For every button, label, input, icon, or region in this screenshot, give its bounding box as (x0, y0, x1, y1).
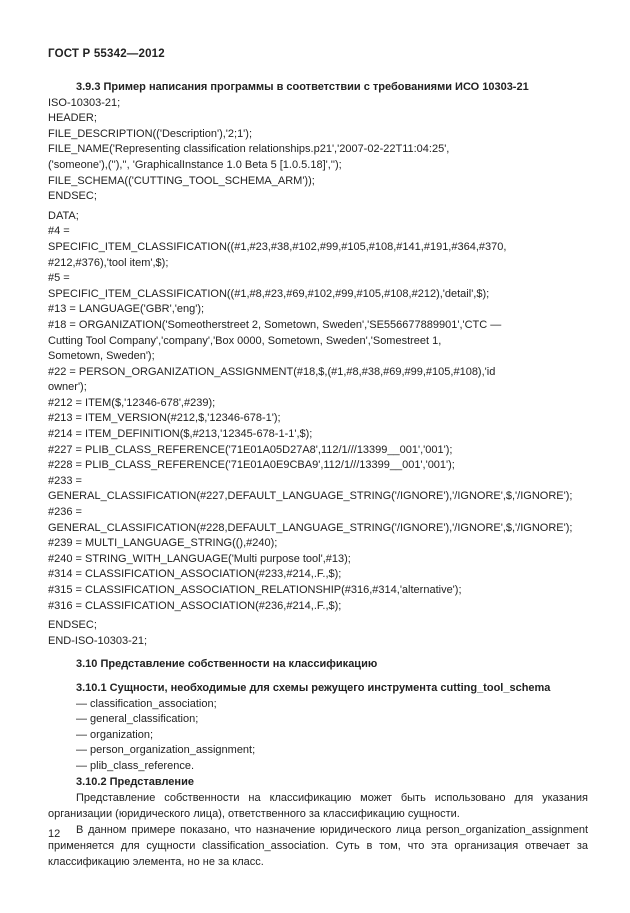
code-line: SPECIFIC_ITEM_CLASSIFICATION((#1,#8,#23,#69,#102,#99,#105,#108,#212),'detail',$); (48, 287, 490, 300)
list-item: — person_organization_assignment; (76, 744, 256, 757)
code-line: #314 = CLASSIFICATION_ASSOCIATION(#233,#214,.F.,$); (48, 568, 342, 581)
code-line: #18 = ORGANIZATION('Someotherstreet 2, Sometown, Sweden','SE556677889901','CTC — (48, 318, 502, 331)
iso-header-block (48, 96, 588, 205)
code-line: #5 = (48, 272, 70, 285)
code-line: ('someone'),(''),'', 'GraphicalInstance 1.0 Beta 5 [1.0.5.18]',''); (48, 158, 342, 171)
code-line: END-ISO-10303-21; (48, 634, 148, 647)
code-line: GENERAL_CLASSIFICATION(#228,DEFAULT_LANGUAGE_STRING('/IGNORE'),'/IGNORE',$,'/IGNORE'); (48, 521, 573, 534)
code-line: FILE_SCHEMA(('CUTTING_TOOL_SCHEMA_ARM')); (48, 174, 315, 187)
code-line: #214 = ITEM_DEFINITION($,#213,'12345-678-1-1',$); (48, 428, 313, 441)
code-line: #227 = PLIB_CLASS_REFERENCE('71E01A05D27A8',112/1///13399__001','001'); (48, 443, 453, 456)
code-line: #240 = STRING_WITH_LANGUAGE('Multi purpose tool',#13); (48, 552, 351, 565)
document-id-header: ГОСТ Р 55342—2012 (48, 48, 165, 60)
section-393-title: 3.9.3 Пример написания программы в соответствии с требованиями ИСО 10303-21 (76, 81, 529, 93)
code-line: HEADER; (48, 112, 97, 125)
code-line: #233 = (48, 474, 82, 487)
section-3102-title: 3.10.2 Представление (76, 775, 194, 788)
code-line: ENDSEC; (48, 190, 97, 203)
code-line: #4 = (48, 225, 70, 238)
code-line: Sometown, Sweden'); (48, 350, 155, 363)
list-item: — organization; (76, 728, 154, 741)
code-line: #316 = CLASSIFICATION_ASSOCIATION(#236,#214,.F.,$); (48, 599, 342, 612)
section-3101-title: 3.10.1 Сущности, необходимые для схемы режущего инструмента cutting_tool_schema (76, 681, 551, 694)
code-line: #13 = LANGUAGE('GBR','eng'); (48, 303, 205, 316)
code-line: SPECIFIC_ITEM_CLASSIFICATION((#1,#23,#38,#102,#99,#105,#108,#141,#191,#364,#370, (48, 240, 507, 253)
code-line: ISO-10303-21; (48, 96, 121, 109)
entity-list (48, 697, 588, 775)
code-line: #228 = PLIB_CLASS_REFERENCE('71E01A0E9CBA9',112/1///13399__001','001'); (48, 459, 455, 472)
page-number: 12 (48, 828, 61, 840)
list-item: — general_classification; (76, 713, 199, 726)
code-line: #22 = PERSON_ORGANIZATION_ASSIGNMENT(#18,$,(#1,#8,#38,#69,#99,#105,#108),'id (48, 365, 496, 378)
list-item: — classification_association; (76, 697, 217, 710)
list-item: — plib_class_reference. (76, 759, 195, 772)
code-line: owner'); (48, 381, 87, 394)
page-content (48, 80, 588, 870)
code-line: FILE_NAME('Representing classification relationships.p21','2007-02-22T11:04:25', (48, 143, 450, 156)
code-line: GENERAL_CLASSIFICATION(#227,DEFAULT_LANGUAGE_STRING('/IGNORE'),'/IGNORE',$,'/IGNORE'); (48, 490, 573, 503)
code-line: #213 = ITEM_VERSION(#212,$,'12346-678-1'); (48, 412, 281, 425)
section-310-title: 3.10 Представление собственности на классификацию (76, 658, 378, 671)
paragraph: Представление собственности на классификацию может быть использовано для указания организации (юридического лица), ответственного за классификацию сущности. (48, 792, 588, 821)
code-line: FILE_DESCRIPTION(('Description'),'2;1'); (48, 127, 252, 140)
iso-end-block (48, 618, 588, 649)
code-line: ENDSEC; (48, 619, 97, 632)
iso-data-block (48, 209, 588, 614)
code-line: #212 = ITEM($,'12346-678',#239); (48, 396, 216, 409)
code-line: Cutting Tool Company','company','Box 0000, Sometown, Sweden','Somestreet 1, (48, 334, 442, 347)
code-line: #236 = (48, 506, 82, 519)
code-line: #239 = MULTI_LANGUAGE_STRING((),#240); (48, 537, 278, 550)
code-line: DATA; (48, 209, 79, 222)
code-line: #315 = CLASSIFICATION_ASSOCIATION_RELATIONSHIP(#316,#314,'alternative'); (48, 584, 462, 596)
code-line: #212,#376),'tool item',$); (48, 256, 169, 269)
paragraph: В данном примере показано, что назначение юридического лица person_organization_assignment применяется для сущности classification_association. Суть в том, что эта организация отвечает за классификацию элемента, но не за класс. (48, 824, 588, 869)
